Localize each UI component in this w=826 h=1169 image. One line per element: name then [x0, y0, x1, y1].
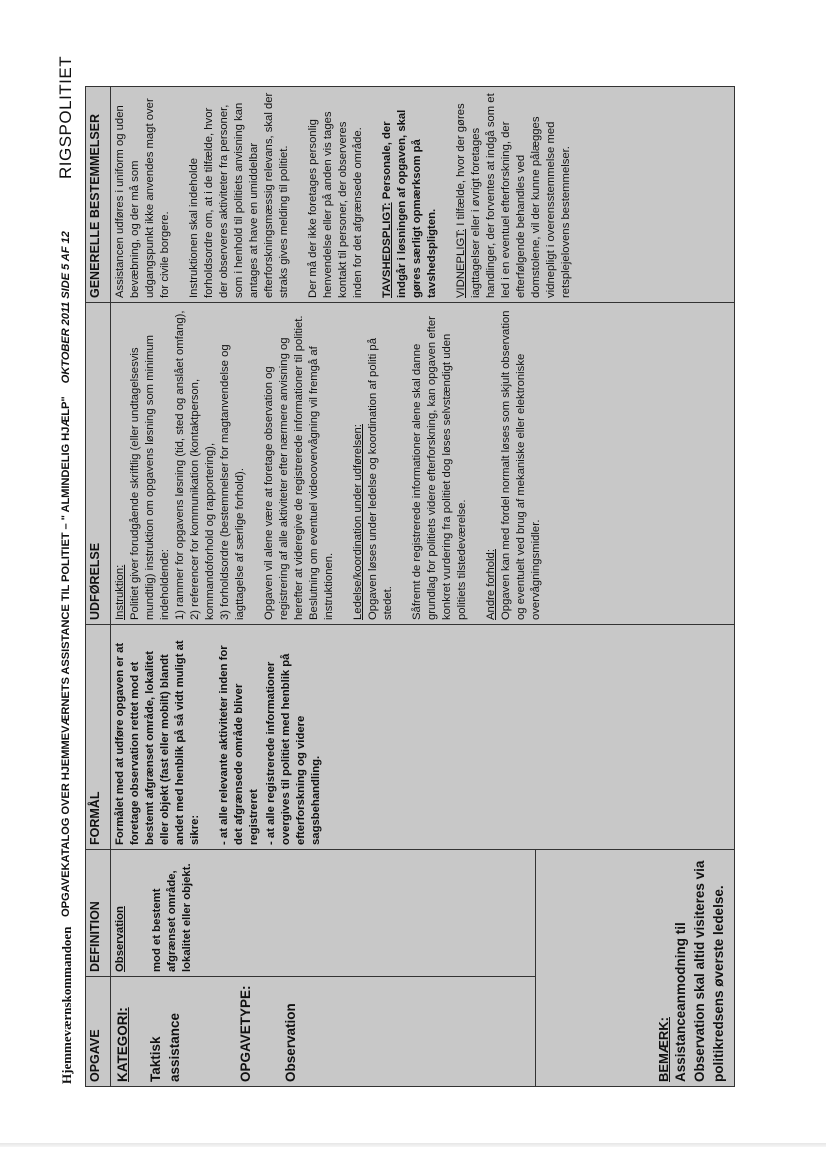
instruktion-text: Politiet giver forudgående skriftlig (eller undtagelsesvis mundtlig) instruktion om opgavens løsning som minimum indeholdende: — [129, 334, 171, 620]
formaal-intro: Formålet med at udføre opgaven er at foretage observation rettet mod et bestemt afgrænset område, lokalitet eller objekt (fast eller mobilt) blandt andet med henblik på så vidt muligt at sikre: — [114, 640, 201, 845]
udfoerelse-cell — [111, 303, 735, 625]
saafremt-paragraph: Såfremt de registrerede informationer alene skal danne grundlag for politiets videre efterforskning, kan opgaven efter konkret vurdering fra politiet dog løses selvstændigt uden politiets tilstedeværelse. — [411, 316, 468, 620]
formaal-bullet-2: - at alle registrerede informationer overgives til politiet med henblik på efterforskning og videre sagsbehandling. — [265, 653, 322, 845]
generelle-p1: Assistancen udføres i uniform og uden bevæbning, og der må som udgangspunkt ikke anvendes magt over for civile borgere. — [114, 98, 171, 298]
table-row — [111, 87, 536, 1087]
instruktion-item-2: 2) referencer for kommunikation (kontaktperson, kommandoforhold og rapportering), — [189, 378, 216, 620]
formaal-bullet-1: - at alle relevante aktiviteter inden for det afgrænsede område bliver registreret — [218, 645, 260, 845]
task-table — [85, 86, 735, 1087]
col-header-opgave: OPGAVE — [86, 977, 111, 1087]
kategori-value: Taktisk assistance — [148, 1012, 182, 1082]
opgavetype-value: Observation — [283, 1003, 298, 1082]
catalog-title: OPGAVEKATALOG OVER HJEMMEVÆRNETS ASSISTANCE TIL POLITIET – " ALMINDELIG HJÆLP" — [60, 396, 72, 917]
date-page: OKTOBER 2011 SIDE 5 AF 12 — [60, 231, 72, 384]
kategori-label: KATEGORI: — [115, 1007, 130, 1082]
table-header-row — [86, 87, 111, 1087]
col-header-definition: DEFINITION — [86, 850, 111, 977]
catalog-header — [60, 231, 82, 917]
instruktion-item-1: 1) rammer for opgavens løsning (tid, sted og anslået omfang), — [174, 310, 186, 620]
definition-text: mod et bestemt afgrænset område, lokalitet eller objekt. — [151, 863, 193, 972]
scan-edge-line — [0, 1143, 826, 1147]
definition-title: Observation — [114, 906, 126, 972]
agency-name: RIGSPOLITIET — [56, 55, 75, 179]
vidnepligt-label: VIDNEPLIGT: — [455, 228, 467, 298]
bemaerk-label: BEMÆRK: — [656, 1017, 671, 1082]
org-name: Hjemmeværnskommandoen — [59, 926, 74, 1084]
andre-forhold-text: Opgaven kan med fordel normalt løses som skjult observation og eventuelt ved brug af mekaniske eller elektroniske overvågningsmidler. — [500, 310, 542, 620]
generelle-p2: Instruktionen skal indeholde forholdsordre om, at i de tilfælde, hvor der observeres aktiviteter fra personer, som i henhold til politiets anvisning kan antages at have en umiddelbar efterforskningsmæssig relevans, skal der straks gives melding til politiet. — [188, 92, 290, 298]
registrering-paragraph: Opgaven vil alene være at foretage observation og registrering af alle aktiviteter efter nærmere anvisning og herefter at videregive de registrerede informationer til politiet. Beslutning om eventuel videoovervågning vil fremgå af instruktionen. — [263, 315, 335, 620]
vidnepligt-paragraph: VIDNEPLIGT: I tilfælde, hvor der gøres iagttagelser eller i øvrigt foretages handlinger, der forventes at indgå som et led i en eventuel efterforskning, der efterfølgende behandles ved domstolene, vil der kunne pålægges vidnepligt i overensstemmelse med retsplejelovens bestemmelser. — [455, 93, 572, 298]
bemaerk-cell — [536, 850, 735, 1087]
andre-forhold-label: Andre forhold: — [485, 549, 497, 620]
definition-cell — [111, 850, 536, 977]
tavshedspligt-label: TAVSHEDSPLIGT: — [381, 202, 393, 298]
formaal-cell — [111, 625, 735, 850]
opgave-cell — [111, 977, 536, 1087]
ledelse-text: Opgaven løses under ledelse og koordination af politi på stedet. — [367, 338, 394, 620]
col-header-udfoerelse: UDFØRELSE — [86, 303, 111, 625]
ledelse-label: Ledelse/koordination under udførelsen: — [352, 424, 364, 620]
generelle-cell — [111, 87, 735, 303]
col-header-formaal: FORMÅL — [86, 625, 111, 850]
tavshedspligt-paragraph: TAVSHEDSPLIGT: Personale, der indgår i løsningen af opgaven, skal gøres særligt opmærksom på tavshedspligten. — [381, 109, 438, 298]
bemaerk-text: Assistanceanmodning til Observation skal altid visiteres via politikredsens øverste ledelse. — [673, 860, 726, 1082]
instruktion-item-3: 3) forholdsordre (bestemmelser for magtanvendelse og iagttagelse af særlige forhold). — [219, 344, 246, 620]
generelle-p3: Der må der ikke foretages personlig henvendelse eller på anden vis tages kontakt til personer, der observeres inden for det afgrænsede område. — [307, 111, 364, 298]
col-header-generelle: GENERELLE BESTEMMELSER — [86, 87, 111, 303]
instruktion-label: Instruktion: — [114, 564, 126, 620]
opgavetype-label: OPGAVETYPE: — [238, 985, 253, 1082]
